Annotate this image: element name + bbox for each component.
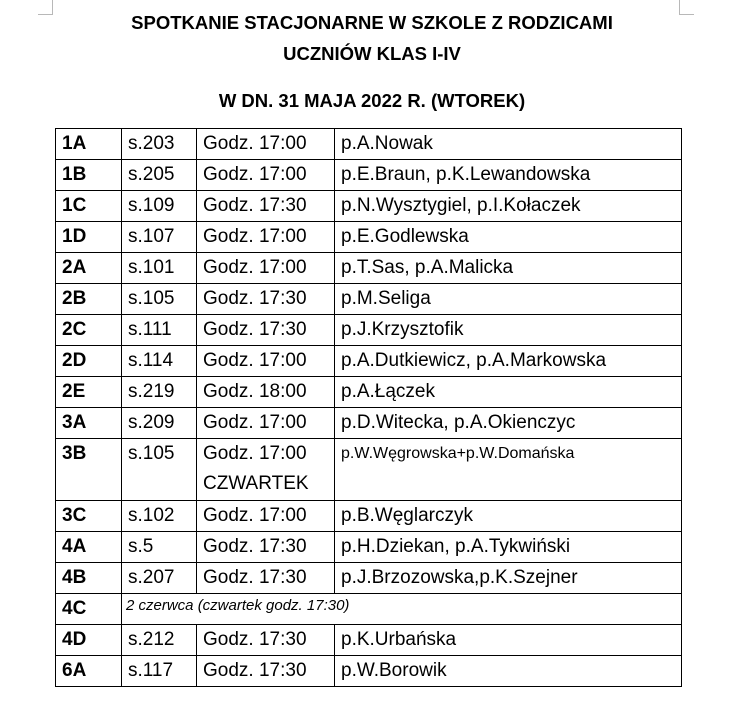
room-cell: s.117 xyxy=(122,656,197,687)
class-cell: 4B xyxy=(56,563,122,594)
class-cell: 1B xyxy=(56,160,122,191)
teachers-cell: p.E.Braun, p.K.Lewandowska xyxy=(335,160,682,191)
class-cell: 3A xyxy=(56,408,122,439)
teachers-cell: p.D.Witecka, p.A.Okienczyc xyxy=(335,408,682,439)
table-row xyxy=(56,129,682,160)
table-row xyxy=(56,284,682,315)
room-cell: s.109 xyxy=(122,191,197,222)
class-cell: 1D xyxy=(56,222,122,253)
room-cell: s.101 xyxy=(122,253,197,284)
heading-line-1: SPOTKANIE STACJONARNE W SZKOLE Z RODZICAMI xyxy=(131,12,613,33)
time-cell: Godz. 17:30 xyxy=(197,656,335,687)
schedule-table xyxy=(55,128,682,687)
room-cell: s.107 xyxy=(122,222,197,253)
table-row xyxy=(56,439,682,501)
table-row xyxy=(56,315,682,346)
day-note: CZWARTEK xyxy=(203,473,309,494)
class-cell: 3B xyxy=(56,439,122,501)
table-row xyxy=(56,501,682,532)
time-cell xyxy=(197,439,335,501)
table-row xyxy=(56,594,682,625)
teachers-cell: p.J.Brzozowska,p.K.Szejner xyxy=(335,563,682,594)
heading-line-2: UCZNIÓW KLAS I-IV xyxy=(283,43,461,64)
time-cell: Godz. 17:00 xyxy=(197,501,335,532)
time-cell: Godz. 17:00 xyxy=(197,253,335,284)
time-cell: Godz. 17:00 xyxy=(197,129,335,160)
class-cell: 6A xyxy=(56,656,122,687)
time-cell: Godz. 17:00 xyxy=(197,346,335,377)
table-row xyxy=(56,625,682,656)
room-cell: s.114 xyxy=(122,346,197,377)
table-row xyxy=(56,563,682,594)
table-row xyxy=(56,253,682,284)
class-cell: 1A xyxy=(56,129,122,160)
teachers-cell: p.E.Godlewska xyxy=(335,222,682,253)
class-cell: 2B xyxy=(56,284,122,315)
room-cell: s.5 xyxy=(122,532,197,563)
room-cell: s.105 xyxy=(122,439,197,501)
table-row xyxy=(56,160,682,191)
table-row xyxy=(56,222,682,253)
room-cell: s.219 xyxy=(122,377,197,408)
class-cell: 2A xyxy=(56,253,122,284)
time-cell: Godz. 17:30 xyxy=(197,284,335,315)
teachers-cell: p.K.Urbańska xyxy=(335,625,682,656)
teachers-cell: p.T.Sas, p.A.Malicka xyxy=(335,253,682,284)
room-cell: s.207 xyxy=(122,563,197,594)
table-row xyxy=(56,408,682,439)
table-row xyxy=(56,191,682,222)
table-row xyxy=(56,532,682,563)
class-cell: 4D xyxy=(56,625,122,656)
teachers-cell: p.A.Dutkiewicz, p.A.Markowska xyxy=(335,346,682,377)
room-cell: s.111 xyxy=(122,315,197,346)
class-cell: 2D xyxy=(56,346,122,377)
teachers-cell: p.W.Węgrowska+p.W.Domańska xyxy=(335,439,682,501)
class-cell: 4C xyxy=(56,594,122,625)
teachers-cell: p.A.Łączek xyxy=(335,377,682,408)
teachers-cell: p.N.Wysztygiel, p.I.Kołaczek xyxy=(335,191,682,222)
class-cell: 2E xyxy=(56,377,122,408)
room-cell: s.205 xyxy=(122,160,197,191)
room-cell: s.212 xyxy=(122,625,197,656)
class-cell: 3C xyxy=(56,501,122,532)
class-cell: 4A xyxy=(56,532,122,563)
time-cell: Godz. 17:00 xyxy=(197,408,335,439)
time-cell: Godz. 17:30 xyxy=(197,315,335,346)
table-row xyxy=(56,377,682,408)
heading-date: W DN. 31 MAJA 2022 R. (WTOREK) xyxy=(218,90,526,111)
room-cell: s.203 xyxy=(122,129,197,160)
time-value: Godz. 17:00 xyxy=(203,443,307,464)
teachers-cell: p.A.Nowak xyxy=(335,129,682,160)
time-cell: Godz. 17:30 xyxy=(197,191,335,222)
time-cell: Godz. 18:00 xyxy=(197,377,335,408)
teachers-cell: p.W.Borowik xyxy=(335,656,682,687)
time-cell: Godz. 17:30 xyxy=(197,563,335,594)
class-cell: 1C xyxy=(56,191,122,222)
teachers-cell: p.H.Dziekan, p.A.Tykwiński xyxy=(335,532,682,563)
room-cell: s.102 xyxy=(122,501,197,532)
teachers-cell: p.J.Krzysztofik xyxy=(335,315,682,346)
room-cell: s.105 xyxy=(122,284,197,315)
time-cell: Godz. 17:30 xyxy=(197,532,335,563)
table-row xyxy=(56,656,682,687)
room-cell: s.209 xyxy=(122,408,197,439)
time-cell: Godz. 17:30 xyxy=(197,625,335,656)
note-cell: 2 czerwca (czwartek godz. 17:30) xyxy=(122,594,682,625)
time-cell: Godz. 17:00 xyxy=(197,160,335,191)
time-cell: Godz. 17:00 xyxy=(197,222,335,253)
schedule-body xyxy=(56,129,682,687)
teachers-cell: p.M.Seliga xyxy=(335,284,682,315)
teachers-cell: p.B.Węglarczyk xyxy=(335,501,682,532)
table-row xyxy=(56,346,682,377)
class-cell: 2C xyxy=(56,315,122,346)
